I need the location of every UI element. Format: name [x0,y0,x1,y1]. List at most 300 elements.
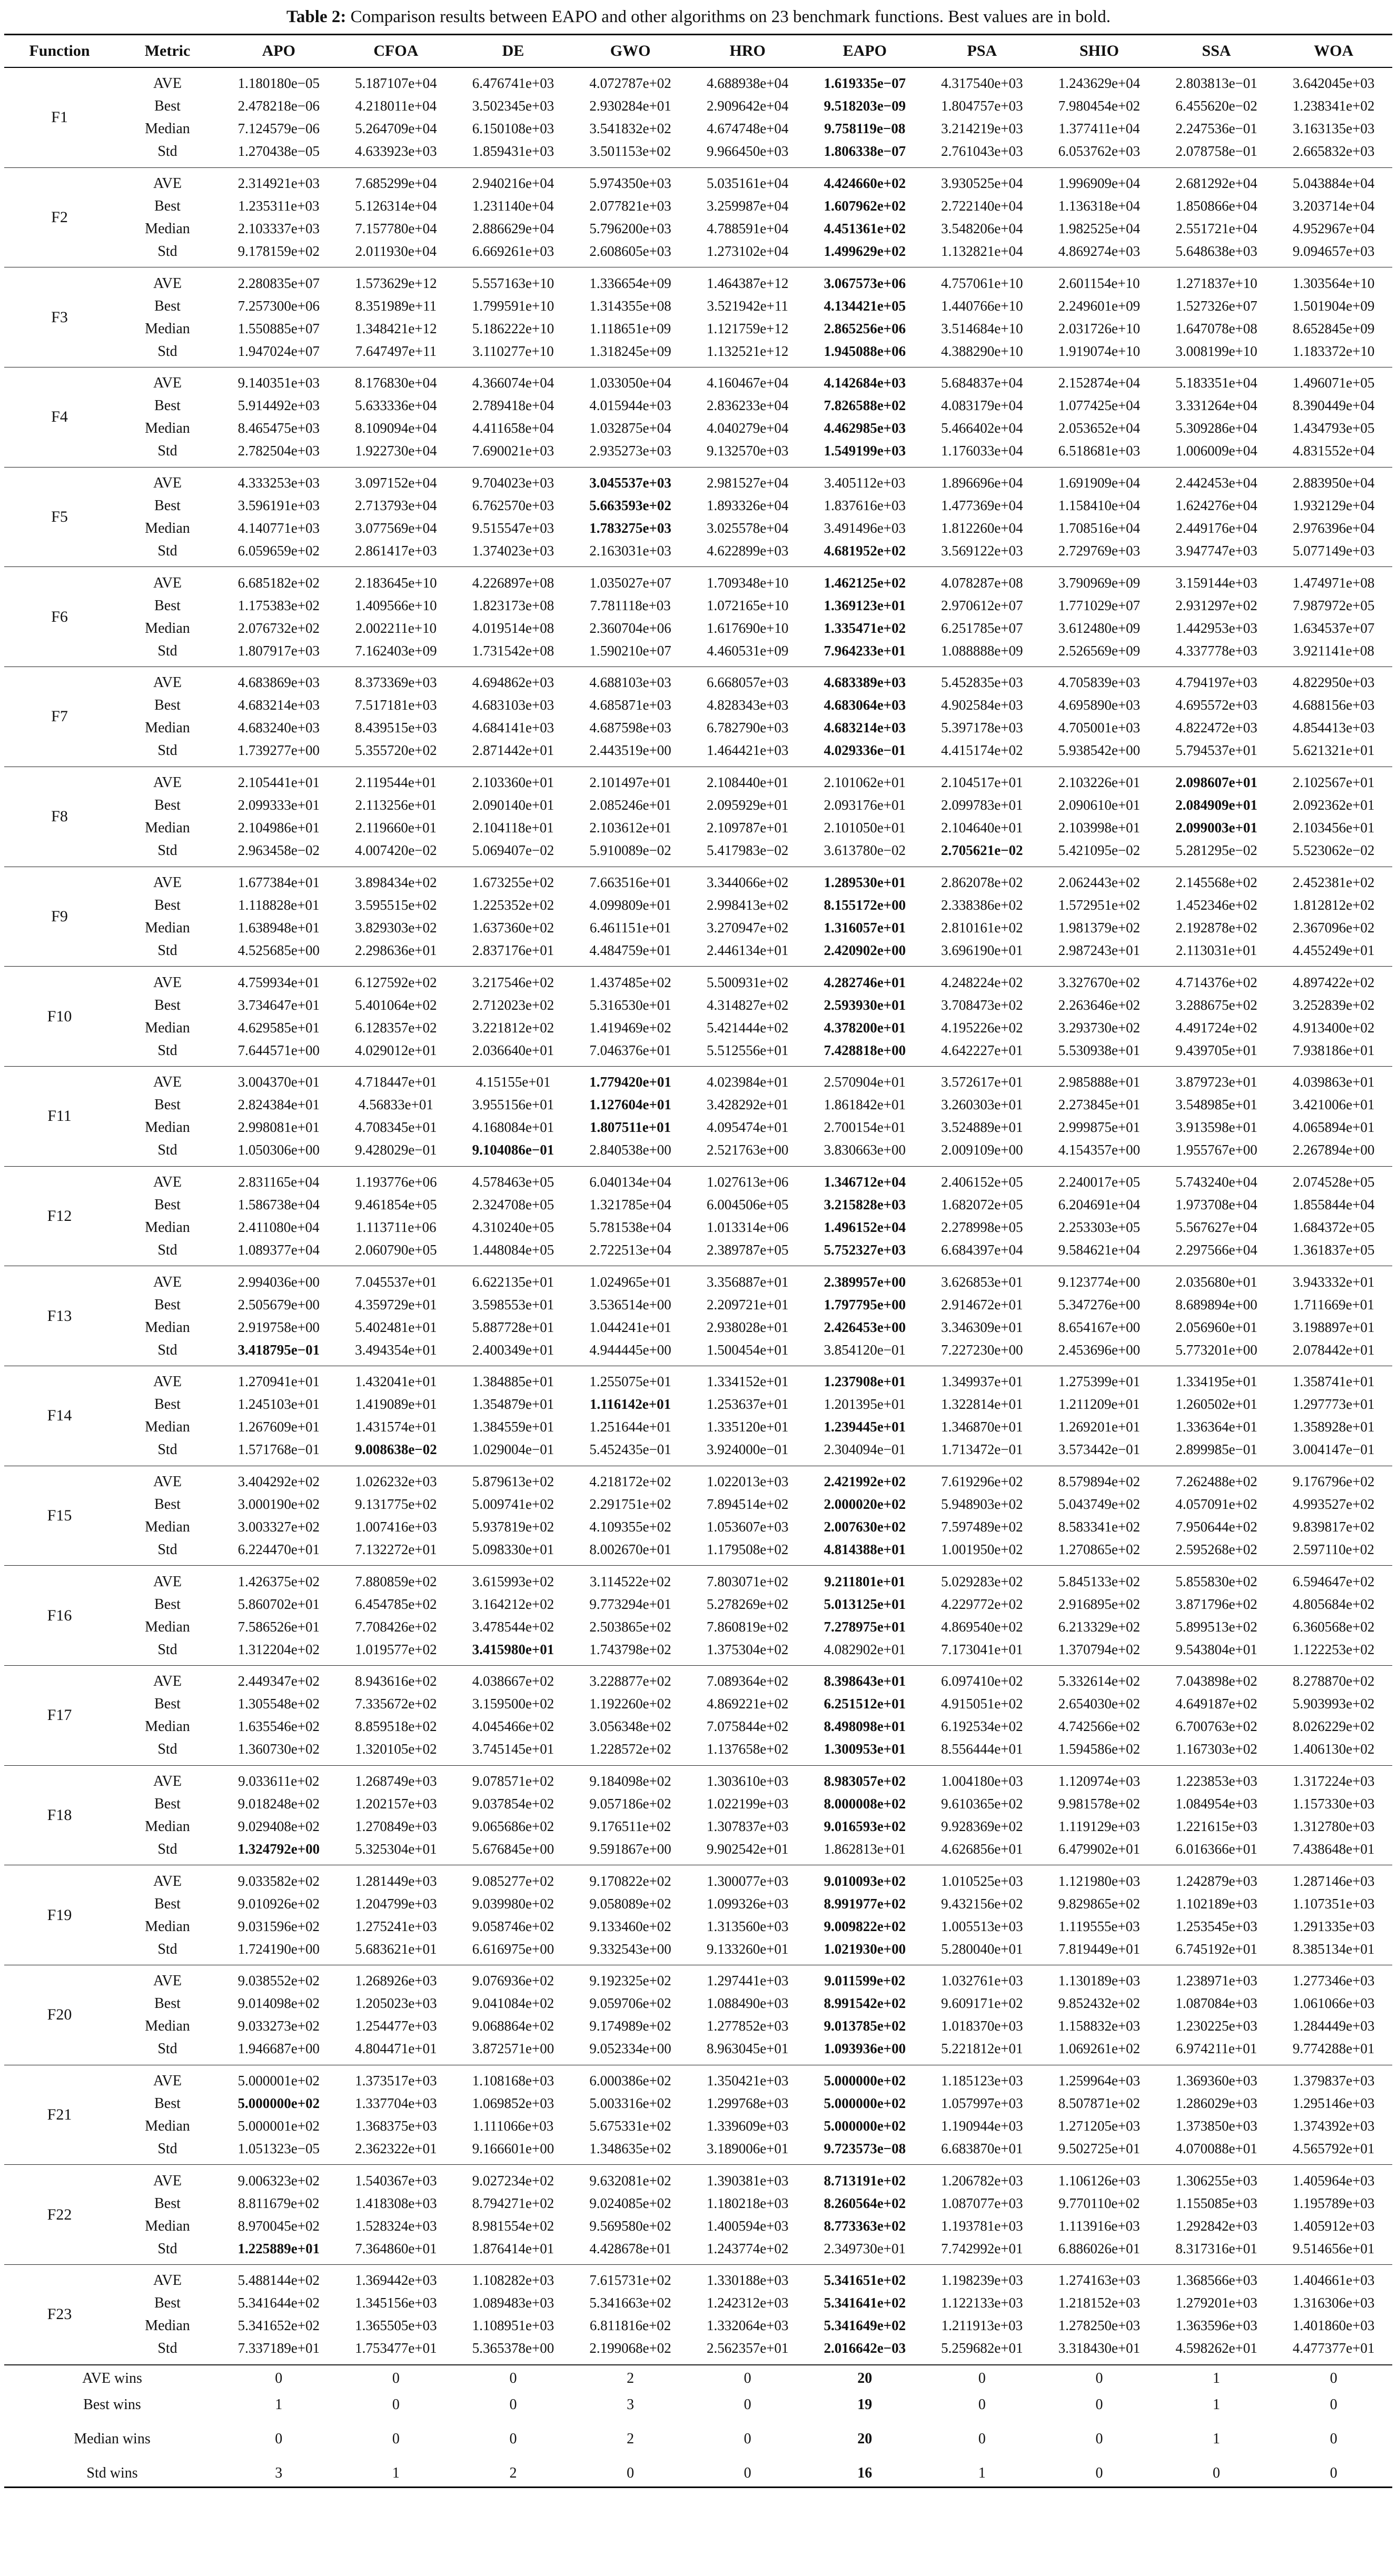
table-cell: 4.695572e+03 [1175,697,1257,713]
table-cell: 2.119544e+01 [355,774,437,791]
wins-cell: 3 [275,2464,283,2481]
table-cell: 4.388290e+10 [941,343,1023,359]
table-cell: 9.902542e+01 [706,1841,789,1857]
wins-cell: 0 [275,2370,283,2386]
table-cell: 4.109355e+02 [589,1518,671,1535]
table-cell: 1.401860e+03 [1292,2318,1375,2334]
table-cell: 7.597489e+02 [941,1518,1023,1535]
table-cell: 1.496071e+05 [1292,375,1375,391]
table-cell: 1.321785e+04 [589,1196,671,1212]
table-cell: 5.003316e+02 [589,2095,671,2112]
table-cell: 1.239445e+01 [824,1419,906,1435]
table-cell: 1.405912e+03 [1292,2217,1375,2234]
metric-label: Median [145,1119,190,1136]
metric-label: AVE [153,75,182,92]
table-cell: 1.291335e+03 [1292,1918,1375,1934]
table-cell: 2.938028e+01 [706,1319,789,1335]
table-cell: 2.103226e+01 [1058,774,1141,791]
table-cell: 4.134421e+05 [824,297,906,314]
table-cell: 1.527326e+07 [1175,297,1257,314]
value-grid [220,767,1392,867]
table-cell: 4.484759e+01 [589,942,671,958]
table-cell: 6.251785e+07 [941,620,1023,636]
table-cell: 8.351989e+11 [355,297,437,314]
table-cell: 2.053652e+04 [1058,420,1141,436]
table-cell: 1.235311e+03 [238,198,320,214]
table-cell: 3.854120e−01 [824,1341,906,1358]
table-cell: 2.722513e+04 [589,1241,671,1258]
table-cell: 5.365378e+00 [472,2340,554,2356]
table-cell: 5.633336e+04 [355,397,437,414]
table-cell: 8.465475e+03 [237,420,320,436]
table-cell: 9.770110e+02 [1058,2195,1140,2211]
value-grid [220,367,1392,467]
table-cell: 2.145568e+02 [1175,874,1257,890]
table-cell: 3.159144e+03 [1175,574,1257,591]
table-cell: 3.829303e+02 [355,919,437,936]
table-cell: 3.830663e+00 [824,1142,906,1158]
table-cell: 3.745145e+01 [472,1741,554,1757]
table-cell: 6.128357e+02 [355,1019,437,1036]
table-cell: 4.195226e+02 [941,1019,1023,1036]
metric-label: Median [145,2118,190,2135]
table-cell: 1.434793e+05 [1292,420,1375,436]
table-cell: 2.551721e+04 [1175,221,1257,237]
table-cell: 9.031596e+02 [237,1918,320,1934]
table-cell: 1.379837e+03 [1292,2073,1375,2089]
table-cell: 3.163135e+03 [1292,121,1375,137]
table-cell: 1.499629e+02 [824,243,906,260]
metric-labels [115,1466,220,1566]
table-cell: 2.304094e−01 [824,1441,906,1458]
table-cell: 6.476741e+03 [472,75,554,92]
metric-labels [115,2065,220,2165]
function-block [4,667,1392,767]
table-cell: 3.025578e+04 [706,520,789,536]
table-cell: 9.038552e+02 [237,1973,320,1989]
value-grid [220,1067,1392,1166]
metric-label: Median [145,1319,190,1336]
value-grid [220,967,1392,1066]
table-cell: 1.167303e+02 [1175,1741,1257,1757]
table-cell: 3.502345e+03 [472,98,554,114]
function-name: F13 [47,1307,72,1325]
table-cell: 6.213329e+02 [1058,1618,1141,1635]
table-cell: 3.221812e+02 [472,1019,554,1036]
function-block [4,1766,1392,1866]
metric-label: Best [154,2095,181,2112]
metric-label: AVE [153,375,182,392]
table-cell: 2.729769e+03 [1058,543,1141,559]
table-cell: 1.053607e+03 [706,1518,789,1535]
table-cell: 3.418795e−01 [237,1341,320,1358]
table-cell: 3.569122e+03 [941,543,1023,559]
function-name: F15 [47,1506,72,1524]
table-cell: 5.043884e+04 [1292,175,1375,192]
table-cell: 1.218152e+03 [1058,2295,1141,2311]
table-cell: 3.288675e+02 [1175,997,1257,1013]
metric-label: Best [154,997,181,1013]
table-cell: 2.810161e+02 [941,919,1023,936]
table-cell: 1.799591e+10 [472,297,554,314]
caption-label: Table 2: [286,7,346,26]
table-cell: 9.461854e+05 [355,1196,437,1212]
wins-cell: 0 [1330,2396,1337,2413]
table-cell: 4.705839e+03 [1058,674,1141,691]
table-cell: 1.452346e+02 [1175,897,1257,913]
metric-labels [115,1666,220,1765]
table-cell: 5.773201e+00 [1175,1341,1257,1358]
table-cell: 9.058746e+02 [472,1918,554,1934]
metric-label: Median [145,1019,190,1036]
table-cell: 4.314827e+02 [706,997,789,1013]
table-cell: 4.952967e+04 [1292,221,1375,237]
table-cell: 2.871442e+01 [472,742,554,759]
table-cell: 1.157330e+03 [1292,1796,1375,1812]
table-cell: 1.155085e+03 [1175,2195,1257,2211]
table-cell: 5.316530e+01 [589,997,671,1013]
table-cell: 1.807511e+01 [590,1119,671,1136]
table-cell: 5.466402e+04 [941,420,1023,436]
table-cell: 8.155172e+00 [824,897,906,913]
table-cell: 4.168084e+01 [472,1119,554,1136]
table-cell: 2.478218e−06 [237,98,320,114]
table-cell: 1.286029e+03 [1175,2095,1257,2112]
table-cell: 4.694862e+03 [472,674,554,691]
table-cell: 5.663593e+02 [589,498,671,514]
table-cell: 4.688938e+04 [706,75,789,92]
table-cell: 2.654030e+02 [1058,1696,1141,1712]
metric-label: Median [145,2318,190,2334]
wins-cell: 1 [392,2464,400,2481]
table-cell: 5.530938e+01 [1058,1042,1141,1058]
table-cell: 2.389787e+05 [706,1241,789,1258]
table-cell: 1.175383e+02 [237,597,320,613]
wins-cell: 0 [509,2396,517,2413]
table-cell: 2.084909e+01 [1175,797,1257,813]
wins-label: AVE wins [82,2370,142,2386]
table-cell: 1.312780e+03 [1292,1818,1375,1835]
function-block [4,2065,1392,2165]
metric-labels [115,1766,220,1865]
table-cell: 2.101497e+01 [589,774,671,791]
table-cell: 1.377411e+04 [1058,121,1140,137]
table-cell: 3.921141e+08 [1293,642,1374,659]
table-cell: 1.297441e+03 [706,1973,789,1989]
table-cell: 7.964233e+01 [824,642,906,659]
metric-label: Median [145,1818,190,1835]
table-cell: 5.794537e+01 [1175,742,1257,759]
table-cell: 9.632081e+02 [589,2172,671,2189]
function-name: F7 [51,708,68,725]
table-cell: 3.004147e−01 [1292,1441,1375,1458]
table-cell: 6.000386e+02 [589,2073,671,2089]
table-cell: 1.500454e+01 [706,1341,789,1358]
table-cell: 1.024965e+01 [589,1274,671,1290]
table-cell: 3.596191e+03 [237,498,320,514]
table-cell: 2.453696e+00 [1058,1341,1141,1358]
table-cell: 1.346870e+01 [941,1419,1023,1435]
function-block [4,367,1392,468]
table-cell: 9.170822e+02 [589,1873,671,1889]
column-header: HRO [729,42,766,59]
table-cell: 5.523062e−02 [1292,842,1375,859]
table-cell: 9.018248e+02 [237,1796,320,1812]
wins-cell: 0 [392,2370,400,2386]
table-cell: 5.567627e+04 [1175,1219,1257,1235]
table-cell: 3.521942e+11 [707,297,788,314]
metric-label: Std [157,143,177,160]
table-cell: 2.247536e−01 [1175,121,1257,137]
wins-cell: 1 [978,2464,986,2481]
function-name: F9 [51,907,68,925]
table-cell: 3.548206e+04 [941,221,1023,237]
wins-label: Best wins [83,2396,141,2413]
table-cell: 3.501153e+02 [589,143,671,160]
table-cell: 3.642045e+03 [1292,75,1375,92]
table-cell: 7.880859e+02 [355,1573,437,1589]
table-cell: 1.132521e+12 [706,343,789,359]
table-cell: 6.127592e+02 [355,974,437,990]
table-cell: 1.335471e+02 [824,620,906,636]
table-cell: 2.367096e+02 [1292,919,1375,936]
column-header: SHIO [1079,42,1119,59]
metric-label: Std [157,1641,177,1658]
table-cell: 5.781538e+04 [589,1219,671,1235]
value-grid [220,1566,1392,1665]
table-cell: 7.781118e+03 [590,597,671,613]
wins-cell: 16 [857,2464,873,2481]
table-cell: 1.183372e+10 [1292,343,1375,359]
table-cell: 7.075844e+02 [706,1718,789,1735]
value-grid [220,667,1392,767]
table-cell: 3.708473e+02 [941,997,1023,1013]
table-cell: 2.183645e+10 [355,574,437,591]
metric-label: Best [154,897,181,913]
wins-row [4,2365,1392,2392]
table-cell: 1.549199e+03 [824,443,906,459]
function-name: F11 [47,1107,72,1125]
table-cell: 7.046376e+01 [589,1042,671,1058]
metric-label: Best [154,98,181,115]
table-cell: 1.336654e+09 [589,275,671,291]
table-cell: 1.201395e+01 [824,1396,906,1413]
table-cell: 1.180218e+03 [706,2195,789,2211]
table-cell: 7.517181e+03 [355,697,437,713]
table-cell: 6.700763e+02 [1175,1718,1257,1735]
table-cell: 1.268749e+03 [355,1773,437,1789]
table-cell: 5.341644e+02 [237,2295,320,2311]
table-cell: 3.598553e+01 [472,1296,554,1312]
table-cell: 8.579894e+02 [1058,1473,1141,1489]
metric-label: Std [157,243,177,260]
metric-labels [115,1965,220,2065]
metric-labels [115,1266,220,1366]
table-cell: 3.203714e+04 [1292,198,1375,214]
table-cell: 9.068864e+02 [472,2018,554,2034]
table-cell: 5.676845e+00 [472,1841,554,1857]
table-cell: 5.264709e+04 [355,121,437,137]
metric-label: Median [145,320,190,337]
table-cell: 6.479902e+01 [1058,1841,1141,1857]
metric-labels [115,1167,220,1266]
table-cell: 4.688103e+03 [589,674,671,691]
table-cell: 4.56833e+01 [358,1097,433,1113]
table-cell: 1.132821e+04 [941,243,1023,260]
table-cell: 2.665832e+03 [1292,143,1375,160]
table-cell: 5.035161e+04 [706,175,789,192]
table-cell: 1.375304e+02 [706,1641,789,1657]
table-cell: 1.348635e+02 [589,2141,671,2157]
value-grid [220,1466,1392,1566]
table-cell: 8.943616e+02 [355,1673,437,1689]
table-cell: 3.045537e+03 [589,475,671,491]
table-cell: 1.316057e+01 [824,919,906,936]
value-grid [220,1167,1392,1266]
table-cell: 9.174989e+02 [589,2018,671,2034]
table-cell: 1.231140e+04 [472,198,554,214]
table-cell: 4.626856e+01 [941,1841,1023,1857]
table-cell: 5.452435e−01 [589,1441,671,1458]
table-cell: 1.590210e+07 [589,642,671,659]
table-cell: 2.099003e+01 [1175,820,1257,836]
table-cell: 1.501904e+09 [1292,297,1375,314]
table-cell: 1.072165e+10 [706,597,789,613]
table-cell: 2.362322e+01 [355,2141,437,2157]
function-name: F22 [47,2205,72,2223]
table-cell: 1.360730e+02 [237,1741,320,1757]
table-cell: 1.709348e+10 [706,574,789,591]
table-cell: 3.428292e+01 [706,1097,789,1113]
metric-label: Best [154,1296,181,1313]
table-cell: 2.931297e+02 [1175,597,1257,613]
table-cell: 1.797795e+00 [824,1296,906,1312]
table-cell: 4.944445e+00 [589,1341,671,1358]
function-block [4,168,1392,268]
table-cell: 1.044241e+01 [589,1319,671,1335]
table-cell: 9.569580e+02 [589,2217,671,2234]
table-cell: 5.752327e+03 [824,1241,906,1258]
metric-labels [115,1366,220,1466]
table-cell: 6.016366e+01 [1175,1841,1257,1857]
metric-label: AVE [153,175,182,192]
table-cell: 1.432041e+01 [355,1374,437,1390]
table-cell: 3.626853e+01 [941,1274,1023,1290]
table-cell: 4.072787e+02 [589,75,671,92]
wins-cell: 0 [1330,2370,1337,2386]
metric-label: Std [157,2240,177,2257]
table-cell: 1.118651e+09 [589,320,671,336]
table-cell: 6.097410e+02 [941,1673,1023,1689]
table-cell: 4.649187e+02 [1175,1696,1257,1712]
table-cell: 4.683103e+03 [472,697,554,713]
table-cell: 1.238341e+02 [1292,98,1375,114]
table-cell: 3.215828e+03 [824,1196,906,1212]
table-cell: 2.060790e+05 [355,1241,437,1258]
table-cell: 1.711669e+01 [1293,1296,1374,1312]
table-cell: 3.228877e+02 [589,1673,671,1689]
column-header: CFOA [373,42,419,59]
table-cell: 1.108951e+03 [472,2318,554,2334]
table-cell: 1.205023e+03 [355,1995,437,2012]
wins-row [4,2418,1392,2460]
metric-label: AVE [153,1973,182,1990]
table-cell: 2.267894e+00 [1292,1142,1375,1158]
table-cell: 9.123774e+00 [1058,1274,1141,1290]
table-cell: 2.981527e+04 [706,475,789,491]
metric-label: AVE [153,1274,182,1290]
table-cell: 9.078571e+02 [472,1773,554,1789]
table-cell: 3.494354e+01 [355,1341,437,1358]
table-cell: 5.796200e+03 [589,221,671,237]
table-cell: 1.102189e+03 [1175,1895,1257,1912]
table-cell: 1.253545e+03 [1175,1918,1257,1934]
metric-label: Std [157,543,177,560]
table-cell: 1.004180e+03 [941,1773,1023,1789]
table-cell: 2.713793e+04 [355,498,437,514]
table-cell: 1.176033e+04 [941,443,1023,459]
table-cell: 1.270438e−05 [237,143,320,160]
table-cell: 4.788591e+04 [706,221,789,237]
table-cell: 5.845133e+02 [1058,1573,1141,1589]
table-cell: 4.226897e+08 [472,574,554,591]
table-cell: 9.014098e+02 [237,1995,320,2012]
table-cell: 1.442953e+03 [1175,620,1257,636]
table-cell: 4.828343e+03 [706,697,789,713]
table-cell: 1.896696e+04 [941,475,1023,491]
table-cell: 5.452835e+03 [941,674,1023,691]
table-cell: 1.204799e+03 [355,1895,437,1912]
table-cell: 5.009741e+02 [472,1496,554,1512]
table-cell: 2.999875e+01 [1058,1119,1141,1136]
table-cell: 7.742992e+01 [941,2240,1023,2256]
table-cell: 1.462125e+02 [824,574,906,591]
table-cell: 5.013125e+01 [824,1596,906,1612]
table-cell: 1.211209e+01 [1058,1396,1140,1413]
wins-cell: 3 [627,2396,635,2413]
table-cell: 1.771029e+07 [1058,597,1141,613]
metric-label: Median [145,1718,190,1735]
table-cell: 4.065894e+01 [1292,1119,1375,1136]
table-cell: 1.238971e+03 [1175,1973,1257,1989]
table-cell: 5.355720e+02 [355,742,437,759]
table-cell: 6.669261e+03 [472,243,554,260]
table-cell: 1.006009e+04 [1175,443,1257,459]
table-cell: 1.350421e+03 [706,2073,789,2089]
table-cell: 2.935273e+03 [589,443,671,459]
table-cell: 8.991977e+02 [824,1895,906,1912]
table-cell: 2.016642e−03 [824,2340,906,2356]
function-block [4,1666,1392,1766]
table-cell: 2.103360e+01 [472,774,554,791]
function-name: F8 [51,808,68,825]
table-cell: 9.037854e+02 [472,1796,554,1812]
table-cell: 1.013314e+06 [706,1219,789,1235]
table-cell: 1.349937e+01 [941,1374,1023,1390]
table-cell: 4.683240e+03 [237,720,320,736]
table-cell: 1.077425e+04 [1058,397,1141,414]
wins-cell: 0 [1095,2396,1103,2413]
table-cell: 9.024085e+02 [589,2195,671,2211]
table-cell: 1.973708e+04 [1175,1196,1257,1212]
table-cell: 2.593930e+01 [824,997,906,1013]
table-cell: 2.098607e+01 [1175,774,1257,791]
results-table [4,34,1392,2488]
metric-label: Best [154,1895,181,1912]
table-cell: 1.373850e+03 [1175,2118,1257,2134]
table-cell: 3.260303e+01 [941,1097,1023,1113]
table-cell: 1.018370e+03 [941,2018,1023,2034]
